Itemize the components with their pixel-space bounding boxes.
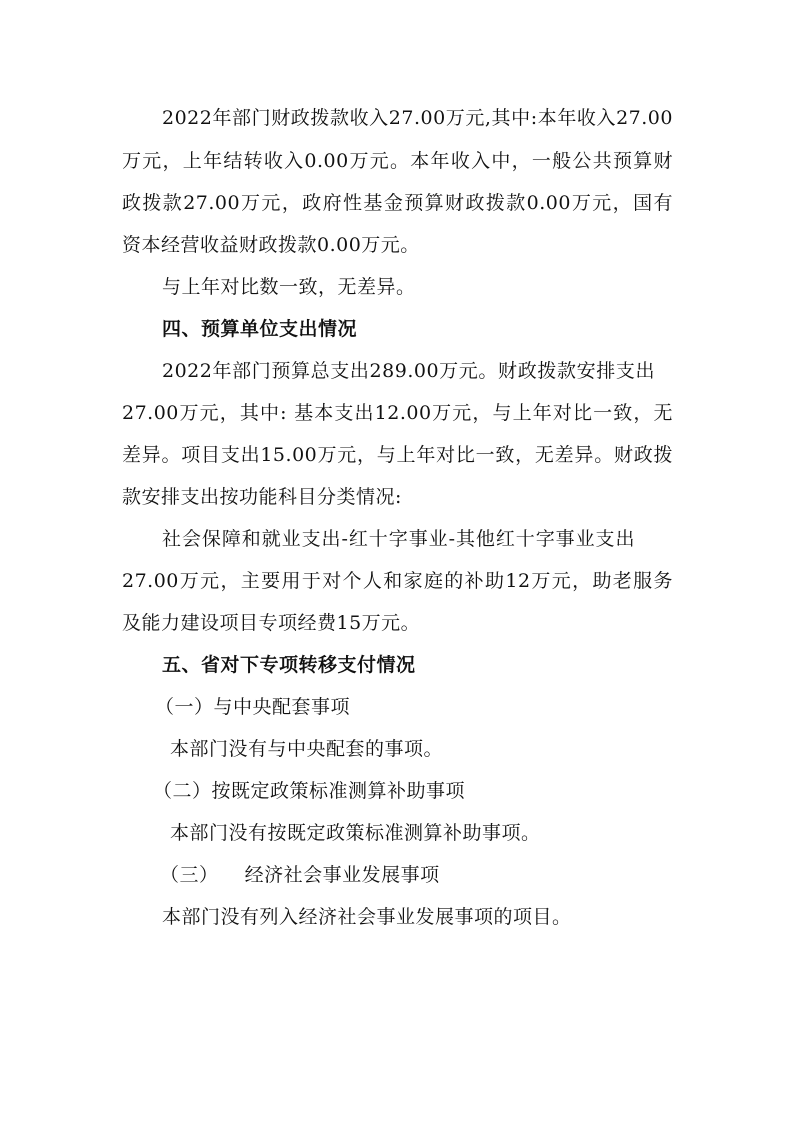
section-heading-4: 四、预算单位支出情况 <box>162 318 358 340</box>
paragraph-function-line-2: 27.00万元，主要用于对个人和家庭的补助12万元，助老服务 <box>122 570 673 592</box>
paragraph-comparison: 与上年对比数一致，无差异。 <box>162 276 416 298</box>
paragraph-revenue-line-2: 万元，上年结转收入0.00万元。本年收入中，一般公共预算财 <box>122 150 673 172</box>
paragraph-expenditure-line-3: 差异。项目支出15.00万元，与上年对比一致，无差异。财政拨 <box>122 444 673 466</box>
paragraph-revenue-line-1: 2022年部门财政拨款收入27.00万元,其中:本年收入27.00 <box>162 107 673 129</box>
paragraph-revenue-line-3: 政拨款27.00万元，政府性基金预算财政拨款0.00万元，国有 <box>122 192 673 214</box>
paragraph-expenditure-line-4: 款安排支出按功能科目分类情况: <box>122 486 402 508</box>
subheading-2: （二）按既定政策标准测算补助事项 <box>153 780 466 802</box>
subheading-3: （三） 经济社会事业发展事项 <box>160 864 440 886</box>
subheading-1: （一）与中央配套事项 <box>155 696 351 718</box>
paragraph-expenditure-line-2: 27.00万元，其中: 基本支出12.00万元，与上年对比一致，无 <box>122 402 673 424</box>
paragraph-expenditure-line-1: 2022年部门预算总支出289.00万元。财政拨款安排支出 <box>162 360 655 382</box>
paragraph-function-line-1: 社会保障和就业支出-红十字事业-其他红十字事业支出 <box>162 528 635 550</box>
subheading-3-content: 本部门没有列入经济社会事业发展事项的项目。 <box>162 906 572 928</box>
subheading-1-content: 本部门没有与中央配套的事项。 <box>170 738 444 760</box>
section-heading-5: 五、省对下专项转移支付情况 <box>162 654 416 676</box>
paragraph-revenue-line-4: 资本经营收益财政拨款0.00万元。 <box>122 234 420 256</box>
subheading-2-content: 本部门没有按既定政策标准测算补助事项。 <box>170 822 541 844</box>
paragraph-function-line-3: 及能力建设项目专项经费15万元。 <box>122 612 421 634</box>
